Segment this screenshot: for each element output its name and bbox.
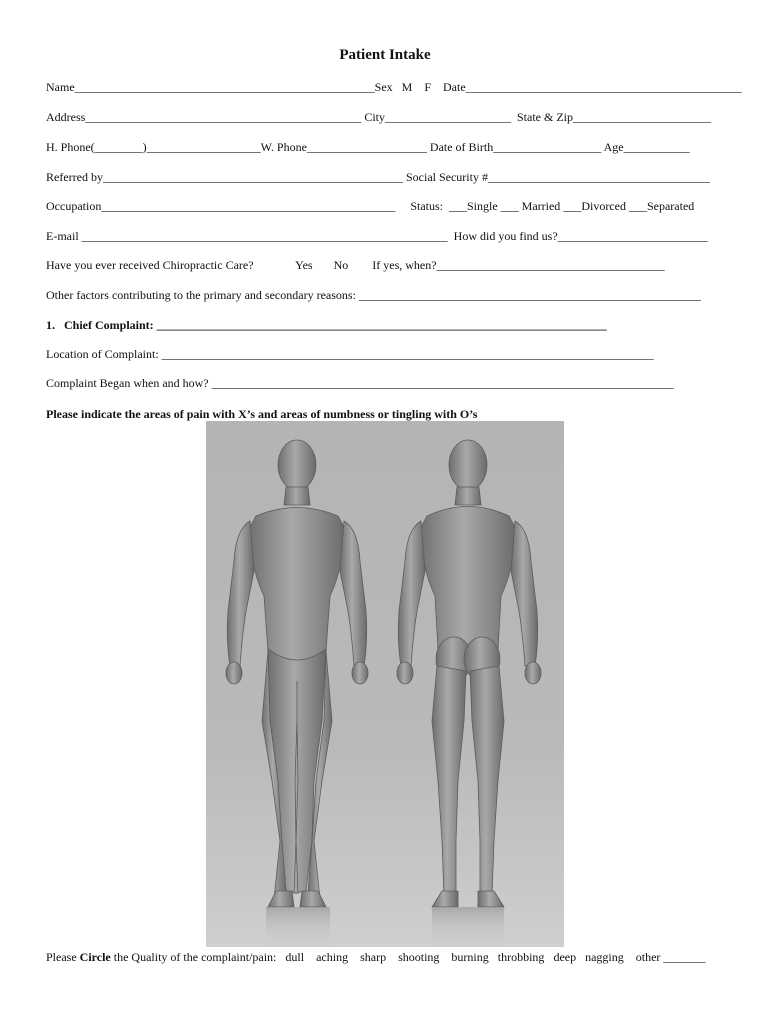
- row-began: [46, 376, 674, 391]
- began-label: Complaint Began when and how?: [46, 376, 209, 390]
- ssn-field[interactable]: _____________________________________: [487, 170, 710, 184]
- body-figures[interactable]: [206, 421, 564, 947]
- quality-option-sharp[interactable]: sharp: [360, 950, 387, 964]
- found-label: How did you find us?: [453, 229, 558, 243]
- location-label: Location of Complaint:: [46, 347, 159, 361]
- quality-option-deep[interactable]: deep: [553, 950, 577, 964]
- divorced-label: Divorced: [581, 199, 626, 213]
- quality-option-aching[interactable]: aching: [316, 950, 349, 964]
- email-label: E-mail: [46, 229, 79, 243]
- quality-option-dull[interactable]: dull: [285, 950, 305, 964]
- factors-field[interactable]: _________________________________________________________: [358, 288, 701, 302]
- occupation-field[interactable]: _________________________________________________: [101, 199, 396, 213]
- age-label: Age: [603, 140, 624, 154]
- address-field[interactable]: ______________________________________________: [85, 110, 362, 124]
- complaint-label: 1. Chief Complaint:: [46, 318, 154, 332]
- status-label: Status:: [410, 199, 443, 213]
- married-label: Married: [521, 199, 561, 213]
- body-diagram[interactable]: [206, 421, 564, 947]
- hphone-area-field[interactable]: ________: [94, 140, 143, 154]
- quality-option-nagging[interactable]: nagging: [585, 950, 624, 964]
- statezip-label: State & Zip: [517, 110, 573, 124]
- email-field[interactable]: _____________________________________________________________: [81, 229, 448, 243]
- back-figure: [397, 440, 541, 907]
- quality-option-shooting[interactable]: shooting: [398, 950, 440, 964]
- when-field[interactable]: ______________________________________: [436, 258, 665, 272]
- row-phone: [46, 140, 690, 155]
- row-location: [46, 347, 654, 362]
- wphone-label: W. Phone: [260, 140, 307, 154]
- chiro-yes-option[interactable]: Yes: [295, 258, 313, 272]
- name-field[interactable]: __________________________________________________: [74, 80, 375, 94]
- dob-field[interactable]: __________________: [493, 140, 602, 154]
- when-label: If yes, when?: [372, 258, 437, 272]
- married-option[interactable]: ___: [500, 199, 519, 213]
- separated-option[interactable]: ___: [628, 199, 647, 213]
- date-label: Date: [443, 80, 466, 94]
- divorced-option[interactable]: ___: [563, 199, 582, 213]
- front-figure: [226, 440, 368, 907]
- row-name: [46, 80, 742, 95]
- pain-instructions: Please indicate the areas of pain with X’s and areas of numbness or tingling with O’s: [46, 407, 478, 421]
- began-field[interactable]: _____________________________________________________________________________: [211, 376, 674, 390]
- row-referred: [46, 170, 710, 185]
- quality-option-other: other: [635, 950, 661, 964]
- name-label: Name: [46, 80, 75, 94]
- hphone-field[interactable]: ___________________: [146, 140, 261, 154]
- quality-circle-word: Circle: [79, 950, 111, 964]
- quality-other-field[interactable]: _______: [663, 950, 706, 964]
- row-factors: [46, 288, 701, 303]
- quality-option-throbbing[interactable]: throbbing: [497, 950, 545, 964]
- date-field[interactable]: ______________________________________________: [465, 80, 742, 94]
- sex-f-option[interactable]: F: [424, 80, 432, 94]
- quality-option-burning[interactable]: burning: [451, 950, 489, 964]
- hphone-close-paren: ): [142, 140, 147, 154]
- sex-m-option[interactable]: M: [401, 80, 413, 94]
- hphone-label: H. Phone(: [46, 140, 95, 154]
- location-field[interactable]: __________________________________________________________________________________: [161, 347, 654, 361]
- statezip-field[interactable]: _______________________: [573, 110, 711, 124]
- row-chiro: [46, 258, 665, 273]
- single-option[interactable]: ___: [448, 199, 467, 213]
- chiro-no-option[interactable]: No: [333, 258, 349, 272]
- referred-label: Referred by: [46, 170, 103, 184]
- row-email: [46, 229, 708, 244]
- age-field[interactable]: ___________: [623, 140, 690, 154]
- found-field[interactable]: _________________________: [557, 229, 708, 243]
- single-label: Single: [466, 199, 498, 213]
- form-title: Patient Intake: [339, 47, 431, 63]
- quality-suffix: the Quality of the complaint/pain:: [110, 950, 277, 964]
- chiro-label: Have you ever received Chiropractic Care?: [46, 258, 254, 272]
- sex-label: Sex: [374, 80, 393, 94]
- city-field[interactable]: _____________________: [385, 110, 511, 124]
- occupation-label: Occupation: [46, 199, 102, 213]
- row-address: [46, 110, 711, 125]
- referred-field[interactable]: __________________________________________________: [102, 170, 403, 184]
- complaint-field[interactable]: ___________________________________________________________________________: [156, 318, 607, 332]
- separated-label: Separated: [646, 199, 695, 213]
- row-occupation: [46, 199, 694, 214]
- dob-label: Date of Birth: [429, 140, 494, 154]
- factors-label: Other factors contributing to the primary and secondary reasons:: [46, 288, 356, 302]
- city-label: City: [364, 110, 385, 124]
- wphone-field[interactable]: ____________________: [306, 140, 427, 154]
- row-chief-complaint: [46, 318, 607, 333]
- quality-prefix: Please: [46, 950, 80, 964]
- address-label: Address: [46, 110, 86, 124]
- ssn-label: Social Security #: [405, 170, 488, 184]
- quality-line: [46, 950, 705, 965]
